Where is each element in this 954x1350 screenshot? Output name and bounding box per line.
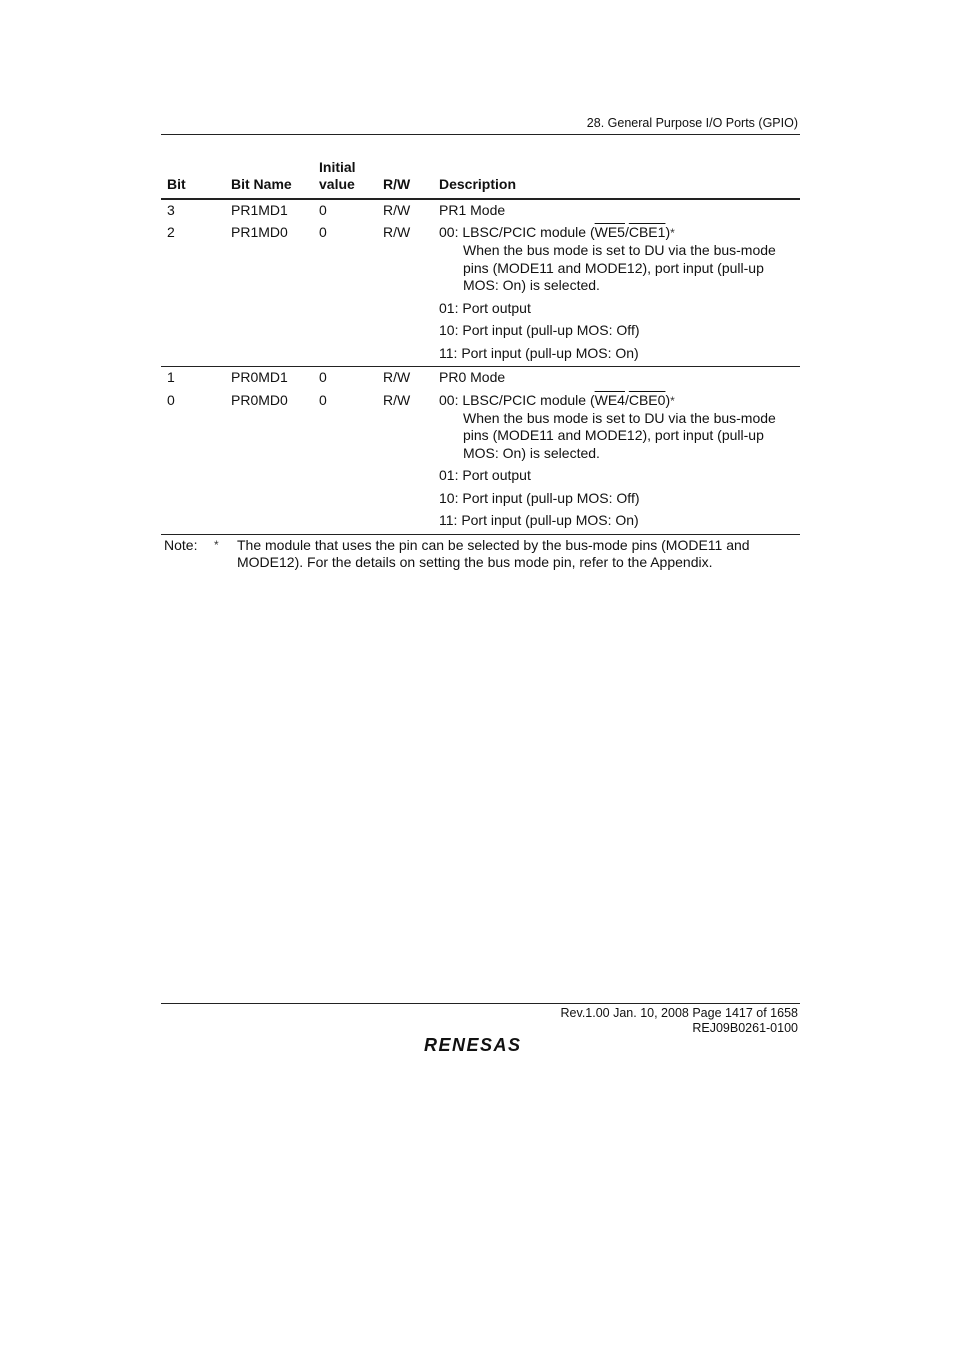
footer-rule	[161, 1003, 800, 1004]
note-text: MODE12). For the details on setting the bus mode pin, refer to the Appendix.	[237, 554, 713, 570]
footnote-marker: *	[670, 394, 675, 408]
signal-we5: WE5	[594, 224, 625, 240]
description-option-00: 00: LBSC/PCIC module (WE4/CBE0)*	[439, 392, 675, 408]
bit-name-cell: PR0MD0	[231, 392, 288, 408]
bit-name-cell: PR1MD0	[231, 224, 288, 240]
rw-cell: R/W	[383, 224, 411, 240]
col-header-description: Description	[439, 176, 517, 192]
bit-cell: 3	[167, 202, 175, 218]
initial-value-cell: 0	[319, 369, 327, 385]
signal-cbe0: CBE0	[628, 392, 666, 408]
bit-cell: 2	[167, 224, 175, 240]
document-number: REJ09B0261-0100	[692, 1021, 798, 1035]
bit-cell: 1	[167, 369, 175, 385]
rw-cell: R/W	[383, 392, 411, 408]
description-option-11: 11: Port input (pull-up MOS: On)	[439, 345, 639, 361]
description-text: pins (MODE11 and MODE12), port input (pull-up	[463, 427, 764, 443]
description-cell: PR0 Mode	[439, 369, 506, 385]
revision-info: Rev.1.00 Jan. 10, 2008 Page 1417 of 1658	[560, 1006, 798, 1020]
col-header-bit: Bit	[167, 176, 186, 192]
signal-we4: WE4	[594, 392, 625, 408]
rw-cell: R/W	[383, 369, 411, 385]
header-rule	[161, 134, 800, 135]
rw-cell: R/W	[383, 202, 411, 218]
initial-value-cell: 0	[319, 224, 327, 240]
col-header-rw: R/W	[383, 176, 411, 192]
col-header-initial: Initial	[319, 159, 356, 175]
svg-text:RENESAS: RENESAS	[424, 1035, 522, 1055]
bit-name-cell: PR0MD1	[231, 369, 288, 385]
renesas-logo-icon	[422, 1035, 542, 1055]
bit-name-cell: PR1MD1	[231, 202, 288, 218]
description-text: MOS: On) is selected.	[463, 277, 600, 293]
description-option-01: 01: Port output	[439, 300, 531, 316]
table-bottom-rule	[161, 534, 800, 535]
note-label: Note:	[164, 537, 198, 553]
note-marker: *	[214, 538, 219, 552]
table-row-divider	[161, 366, 800, 367]
description-option-00: 00: LBSC/PCIC module (WE5/CBE1)*	[439, 224, 675, 240]
description-option-10: 10: Port input (pull-up MOS: Off)	[439, 322, 640, 338]
initial-value-cell: 0	[319, 392, 327, 408]
description-option-10: 10: Port input (pull-up MOS: Off)	[439, 490, 640, 506]
footnote-marker: *	[670, 226, 675, 240]
description-text: When the bus mode is set to DU via the bus-mode	[463, 410, 776, 426]
col-header-value: value	[319, 176, 355, 192]
initial-value-cell: 0	[319, 202, 327, 218]
description-text: MOS: On) is selected.	[463, 445, 600, 461]
description-option-11: 11: Port input (pull-up MOS: On)	[439, 512, 639, 528]
signal-cbe1: CBE1	[628, 224, 666, 240]
note-text: The module that uses the pin can be selected by the bus-mode pins (MODE11 and	[237, 537, 750, 553]
description-cell: PR1 Mode	[439, 202, 506, 218]
bit-cell: 0	[167, 392, 175, 408]
section-title: 28. General Purpose I/O Ports (GPIO)	[586, 116, 798, 130]
description-text: When the bus mode is set to DU via the bus-mode	[463, 242, 776, 258]
table-header-rule	[161, 198, 800, 200]
col-header-bit-name: Bit Name	[231, 176, 292, 192]
description-text: pins (MODE11 and MODE12), port input (pull-up	[463, 260, 764, 276]
description-option-01: 01: Port output	[439, 467, 531, 483]
